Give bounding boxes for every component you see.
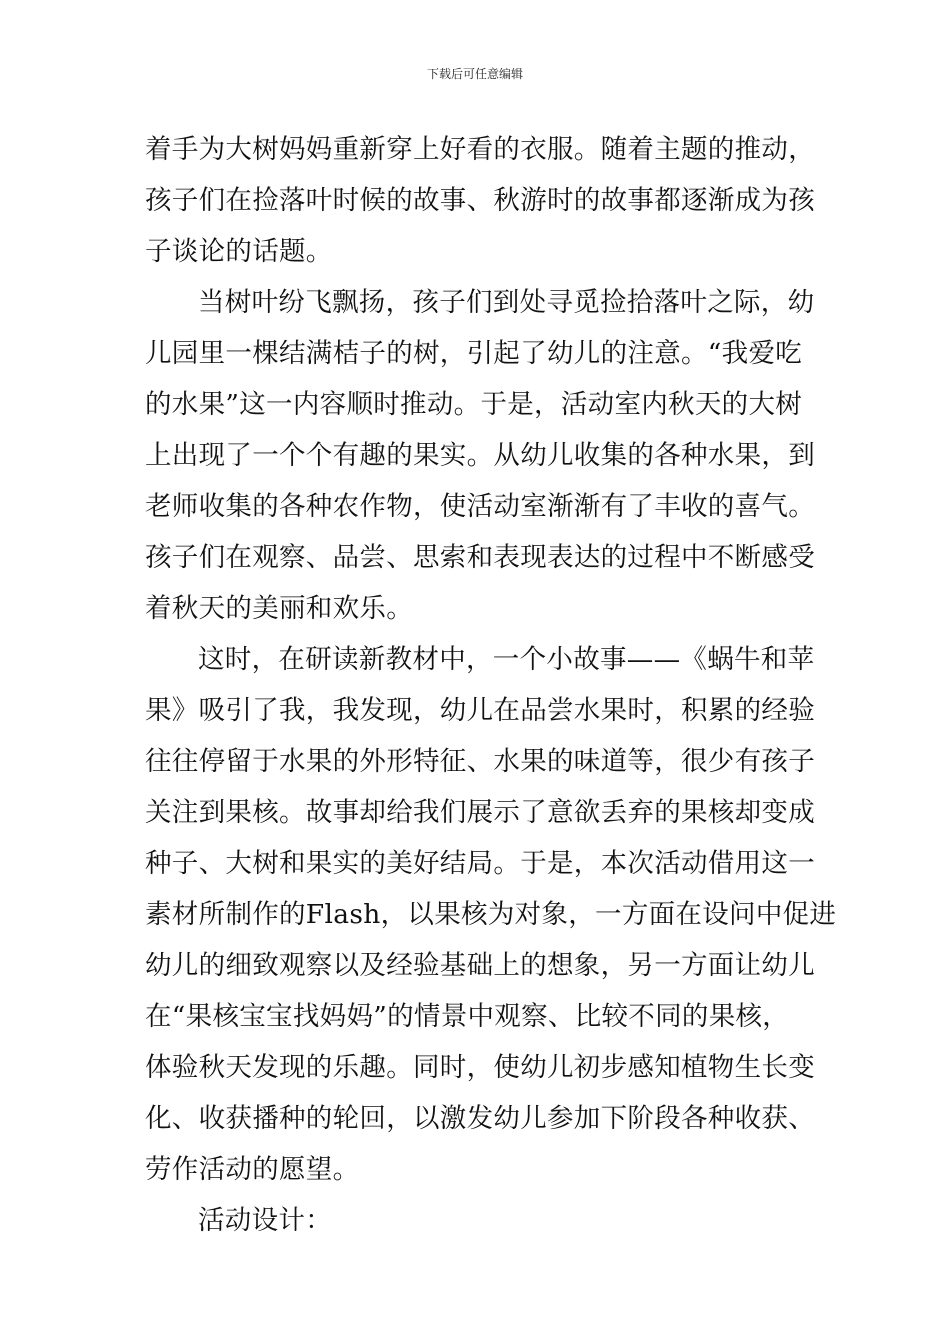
text-line: 劳作活动的愿望。 [145,1154,360,1185]
text-line: 的水果”这一内容顺时推动。于是，活动室内秋天的大树 [145,389,803,420]
text-line: 老师收集的各种农作物，使活动室渐渐有了丰收的喜气。 [145,491,815,522]
text-line: 当树叶纷飞飘扬，孩子们到处寻觅捡拾落叶之际，幼 [198,287,815,318]
page-header: 下载后可任意编辑 [426,67,523,81]
text-line: 这时，在研读新教材中，一个小故事——《蜗牛和苹 [198,644,815,675]
text-line: 着秋天的美丽和欢乐。 [145,593,413,624]
text-line: 化、收获播种的轮回，以激发幼儿参加下阶段各种收获、 [145,1103,815,1134]
text-line: 幼儿的细致观察以及经验基础上的想象，另一方面让幼儿 [145,950,815,981]
text-line: 在“果核宝宝找妈妈”的情景中观察、比较不同的果核， [145,1001,790,1032]
text-line: 子谈论的话题。 [145,236,333,267]
text-line: 体验秋天发现的乐趣。同时，使幼儿初步感知植物生长变 [145,1052,815,1083]
text-line: 孩子们在观察、品尝、思索和表现表达的过程中不断感受 [145,542,815,573]
text-line: 素材所制作的Flash，以果核为对象，一方面在设问中促进 [145,899,837,930]
text-line: 往往停留于水果的外形特征、水果的味道等，很少有孩子 [145,746,815,777]
document-body [145,124,837,1246]
text-line: 关注到果核。故事却给我们展示了意欲丢弃的果核却变成 [145,797,815,828]
text-line: 儿园里一棵结满桔子的树，引起了幼儿的注意。“我爱吃 [145,338,803,369]
text-line: 种子、大树和果实的美好结局。于是，本次活动借用这一 [145,848,815,879]
text-line: 果》吸引了我，我发现，幼儿在品尝水果时，积累的经验 [145,695,815,726]
text-line: 孩子们在捡落叶时候的故事、秋游时的故事都逐渐成为孩 [145,185,815,216]
text-line: 着手为大树妈妈重新穿上好看的衣服。随着主题的推动， [145,134,815,165]
text-line: 活动设计： [198,1205,332,1236]
text-line: 上出现了一个个有趣的果实。从幼儿收集的各种水果，到 [145,440,815,471]
